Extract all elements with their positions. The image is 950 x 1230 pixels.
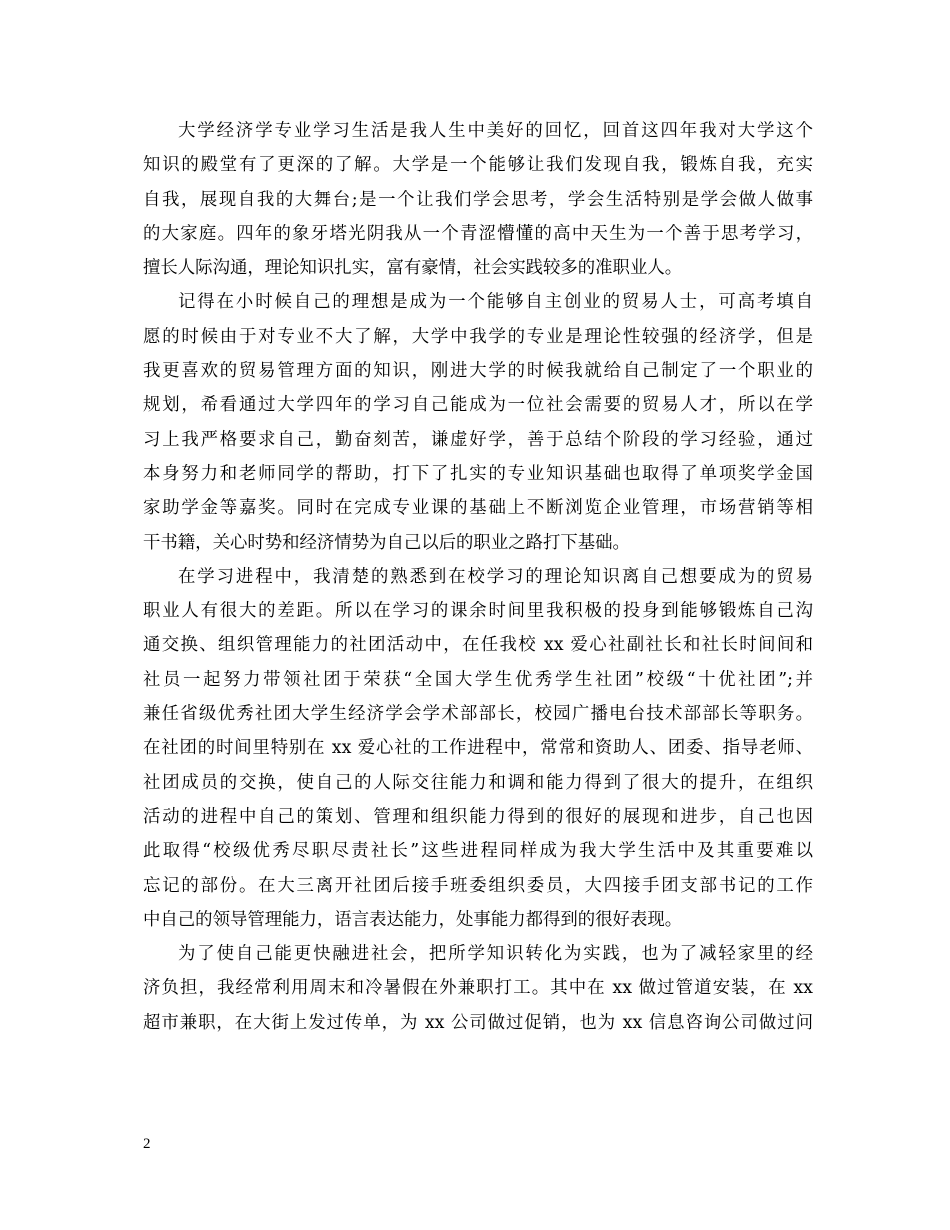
paragraph-2-line-2: 愿的时候由于对专业不大了解，大学中我学的专业是理论性较强的经济学，但是 (143, 326, 813, 347)
paragraph-3-line-2: 职业人有很大的差距。所以在学习的课余时间里我积极的投身到能够锻炼自己沟 (143, 601, 813, 622)
paragraph-3-line-9: 此取得“校级优秀尽职尽责社长”这些进程同样成为我大学生活中及其重要难以 (143, 841, 813, 862)
paragraph-4-line-1: 为了使自己能更快融进社会，把所学知识转化为实践，也为了减轻家里的经 (178, 944, 813, 965)
paragraph-1-line-5: 擅长人际沟通，理论知识扎实，富有豪情，社会实践较多的准职业人。 (143, 258, 683, 279)
paragraph-4-line-3: 超市兼职，在大街上发过传单，为 xx 公司做过促销，也为 xx 信息咨询公司做过问 (143, 1012, 813, 1033)
paragraph-2-line-3: 我更喜欢的贸易管理方面的知识，刚进大学的时候我就给自己制定了一个职业的 (143, 361, 813, 382)
paragraph-2-line-7: 家助学金等嘉奖。同时在完成专业课的基础上不断浏览企业管理，市场营销等相 (143, 498, 813, 519)
paragraph-3-line-7: 社团成员的交换，使自己的人际交往能力和调和能力得到了很大的提升，在组织 (143, 772, 813, 793)
paragraph-2-line-6: 本身努力和老师同学的帮助，打下了扎实的专业知识基础也取得了单项奖学金国 (143, 463, 813, 484)
paragraph-2-line-8: 干书籍，关心时势和经济情势为自己以后的职业之路打下基础。 (143, 532, 630, 553)
paragraph-1-line-3: 自我，展现自我的大舞台;是一个让我们学会思考，学会生活特别是学会做人做事 (143, 189, 813, 210)
paragraph-3-line-6: 在社团的时间里特别在 xx 爱心社的工作进程中，常常和资助人、团委、指导老师、 (143, 738, 813, 759)
body-text (143, 114, 813, 1040)
paragraph-3-line-4: 社员一起努力带领社团于荣获“全国大学生优秀学生社团”校级“十优社团”;并 (143, 669, 813, 690)
paragraph-1-line-4: 的大家庭。四年的象牙塔光阴我从一个青涩懵懂的高中天生为一个善于思考学习， (143, 223, 813, 244)
paragraph-1-line-2: 知识的殿堂有了更深的了解。大学是一个能够让我们发现自我，锻炼自我，充实 (143, 155, 813, 176)
paragraph-3-line-8: 活动的进程中自己的策划、管理和组织能力得到的很好的展现和进步，自己也因 (143, 806, 813, 827)
paragraph-3-line-5: 兼任省级优秀社团大学生经济学会学术部部长，校园广播电台技术部部长等职务。 (143, 704, 813, 725)
paragraph-3-line-3: 通交换、组织管理能力的社团活动中，在任我校 xx 爱心社副社长和社长时间间和 (143, 635, 813, 656)
page-number: 2 (143, 1136, 151, 1152)
paragraph-3-line-10: 忘记的部份。在大三离开社团后接手班委组织委员，大四接手团支部书记的工作 (143, 875, 813, 896)
paragraph-2-line-1: 记得在小时候自己的理想是成为一个能够自主创业的贸易人士，可高考填自 (178, 292, 813, 313)
paragraph-3-line-1: 在学习进程中，我清楚的熟悉到在校学习的理论知识离自己想要成为的贸易 (178, 566, 813, 587)
paragraph-2-line-5: 习上我严格要求自己，勤奋刻苦，谦虚好学，善于总结个阶段的学习经验，通过 (143, 429, 813, 450)
paragraph-1-line-1: 大学经济学专业学习生活是我人生中美好的回忆，回首这四年我对大学这个 (178, 121, 813, 141)
paragraph-3-line-11: 中自己的领导管理能力，语言表达能力，处事能力都得到的很好表现。 (143, 909, 683, 930)
paragraph-4-line-2: 济负担，我经常利用周末和冷暑假在外兼职打工。其中在 xx 做过管道安装，在 xx (143, 978, 813, 999)
paragraph-2-line-4: 规划，希看通过大学四年的学习自己能成为一位社会需要的贸易人才，所以在学 (143, 395, 813, 416)
